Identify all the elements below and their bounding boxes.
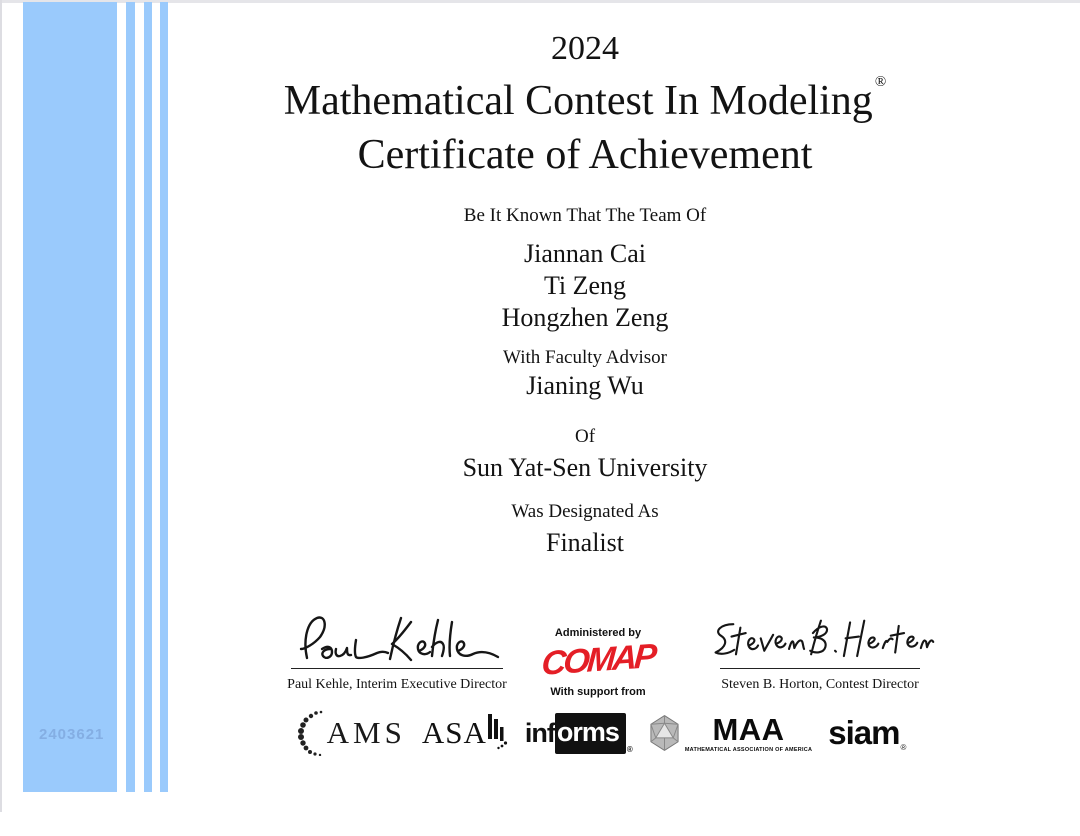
registered-mark: ® <box>874 74 887 90</box>
blue-stripe-2 <box>144 2 152 792</box>
comap-logo: COMAP <box>540 637 656 683</box>
maa-icosahedron-icon <box>648 714 681 752</box>
blue-stripe-1 <box>126 2 135 792</box>
ams-dots-icon <box>298 710 324 756</box>
signature-line-right <box>720 668 920 669</box>
steven-horton-signature-image <box>705 612 935 670</box>
asa-label: ASA <box>421 715 487 750</box>
asa-logo <box>422 714 509 752</box>
administered-by-block <box>523 627 673 698</box>
control-number: 2403621 <box>39 726 105 743</box>
institution-name: Sun Yat-Sen University <box>462 453 708 482</box>
team-member-3: Hongzhen Zeng <box>501 303 669 332</box>
team-intro-label: Be It Known That The Team Of <box>463 205 707 226</box>
informs-registered-mark: ® <box>626 744 632 754</box>
team-member-2: Ti Zeng <box>543 271 627 300</box>
contest-title <box>170 74 1000 125</box>
designation-intro-label: Was Designated As <box>511 501 659 522</box>
informs-label-boxed: orms <box>555 713 626 754</box>
contest-title-text: Mathematical Contest In Modeling <box>283 78 873 124</box>
maa-logo <box>648 711 813 753</box>
sponsor-logo-row <box>160 708 1044 758</box>
with-support-from-label: With support from <box>550 686 646 699</box>
year-heading: 2024 <box>551 30 619 67</box>
ams-logo <box>298 710 406 756</box>
executive-director-label: Paul Kehle, Interim Executive Director <box>287 677 507 692</box>
maa-text-block <box>684 711 813 753</box>
blue-bar-wide <box>23 2 117 792</box>
ams-label: AMS <box>326 715 406 750</box>
contest-director-label: Steven B. Horton, Contest Director <box>721 677 919 692</box>
administered-by-label: Administered by <box>554 627 642 639</box>
of-label: Of <box>574 426 596 447</box>
advisor-name: Jianing Wu <box>526 371 644 400</box>
siam-logo <box>828 714 906 752</box>
siam-label: siam <box>828 714 900 751</box>
informs-logo <box>525 713 632 754</box>
advisor-intro-label: With Faculty Advisor <box>503 347 667 368</box>
informs-label-prefix: inf <box>524 717 555 748</box>
siam-registered-mark: ® <box>900 743 907 752</box>
asa-bars-icon <box>487 714 509 752</box>
signature-line-left <box>291 668 503 669</box>
page-left-border <box>0 0 2 812</box>
blue-stripe-3 <box>160 2 168 792</box>
signature-block-contest-director <box>690 612 950 693</box>
paul-kehle-signature-image <box>291 610 503 672</box>
maa-label: MAA <box>712 711 785 747</box>
maa-caption: MATHEMATICAL ASSOCIATION OF AMERICA <box>684 746 813 753</box>
designation-value: Finalist <box>545 528 624 557</box>
certificate-subtitle: Certificate of Achievement <box>357 132 813 178</box>
signature-block-executive-director <box>257 610 537 693</box>
team-member-1: Jiannan Cai <box>523 239 647 268</box>
